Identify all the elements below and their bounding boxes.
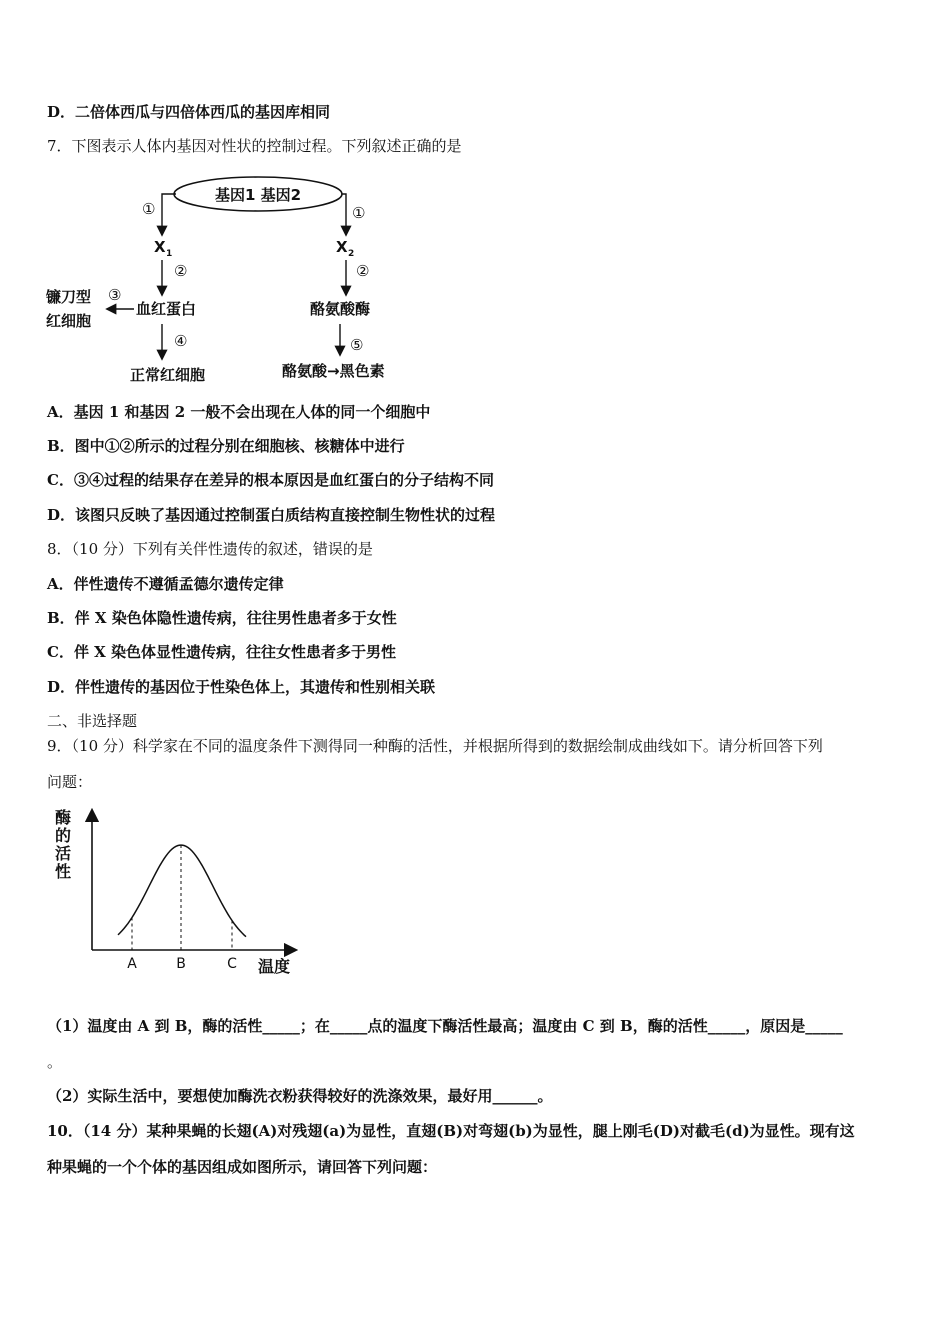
q8-option-a: A．伴性遗传不遵循孟德尔遗传定律	[47, 575, 284, 593]
activity-curve	[118, 845, 246, 937]
step2-left-label: ②	[174, 262, 188, 280]
ylabel-char-0: 酶	[55, 808, 72, 827]
tick-label-c: C	[227, 956, 237, 972]
arrow-step1-right	[342, 194, 346, 234]
gene-control-diagram	[40, 172, 440, 390]
x2-label: X	[336, 238, 348, 256]
step4-label: ④	[174, 332, 188, 350]
enzyme-activity-chart	[55, 805, 315, 980]
x1-sub: 1	[166, 249, 173, 259]
q7-stem: 7．下图表示人体内基因对性状的控制过程。下列叙述正确的是	[47, 137, 462, 155]
q9-sub1-line2: 。	[47, 1053, 63, 1071]
gene-box-label: 基因1 基因2	[214, 186, 302, 204]
q9-sub1-line1: （1）温度由 A 到 B，酶的活性_____；在_____点的温度下酶活性最高；温度由 C 到 B，酶的活性_____，原因是_____	[47, 1017, 843, 1035]
q9-stem-line1: 9．（10 分）科学家在不同的温度条件下测得同一种酶的活性，并根据所得到的数据绘制成曲线如下。请分析回答下列	[47, 737, 823, 755]
normal-rbc-label: 正常红细胞	[130, 366, 206, 384]
ylabel-char-2: 活	[55, 844, 72, 863]
section2-title: 二、非选择题	[47, 712, 138, 730]
q9-sub2: （2）实际生活中，要想使加酶洗衣粉获得较好的洗涤效果，最好用______。	[47, 1087, 553, 1105]
q8-option-b: B．伴 X 染色体隐性遗传病，往往男性患者多于女性	[47, 609, 397, 627]
q8-option-c: C．伴 X 染色体显性遗传病，往往女性患者多于男性	[47, 643, 397, 661]
tyrosine-melanin-label: 酪氨酸→黑色素	[282, 362, 385, 380]
q7-option-d: D．该图只反映了基因通过控制蛋白质结构直接控制生物性状的过程	[47, 506, 496, 524]
q9-stem-line2: 问题：	[47, 773, 93, 791]
step3-label: ③	[108, 286, 122, 304]
x1-label: X	[154, 238, 166, 256]
tick-label-b: B	[176, 956, 186, 972]
tick-label-a: A	[127, 956, 137, 972]
hemoglobin-label: 血红蛋白	[136, 300, 197, 318]
ylabel-char-3: 性	[55, 862, 72, 881]
q7-option-a: A．基因 1 和基因 2 一般不会出现在人体的同一个细胞中	[47, 403, 431, 421]
step2-right-label: ②	[356, 262, 370, 280]
ylabel-char-1: 的	[55, 826, 72, 845]
q10-stem-line2: 种果蝇的一个个体的基因组成如图所示，请回答下列问题：	[47, 1158, 438, 1176]
q6-option-d: D．二倍体西瓜与四倍体西瓜的基因库相同	[47, 103, 331, 121]
q7-option-c: C．③④过程的结果存在差异的根本原因是血红蛋白的分子结构不同	[47, 471, 494, 489]
q8-stem: 8．（10 分）下列有关伴性遗传的叙述，错误的是	[47, 540, 373, 558]
q8-option-d: D．伴性遗传的基因位于性染色体上，其遗传和性别相关联	[47, 678, 436, 696]
q10-stem-line1: 10．（14 分）某种果蝇的长翅(A)对残翅(a)为显性，直翅(B)对弯翅(b)为显性，腿上刚毛(D)对截毛(d)为显性。现有这	[47, 1122, 855, 1140]
step5-label: ⑤	[350, 336, 364, 354]
step1-right-label: ①	[352, 204, 366, 222]
arrow-step1-left	[162, 194, 176, 234]
step1-left-label: ①	[142, 200, 156, 218]
tyrosinase-label: 酪氨酸酶	[310, 300, 371, 318]
q7-option-b: B．图中①②所示的过程分别在细胞核、核糖体中进行	[47, 437, 405, 455]
sickle-line2: 红细胞	[46, 312, 92, 330]
x2-sub: 2	[348, 249, 355, 259]
sickle-line1: 镰刀型	[46, 288, 92, 306]
xlabel: 温度	[258, 957, 291, 976]
